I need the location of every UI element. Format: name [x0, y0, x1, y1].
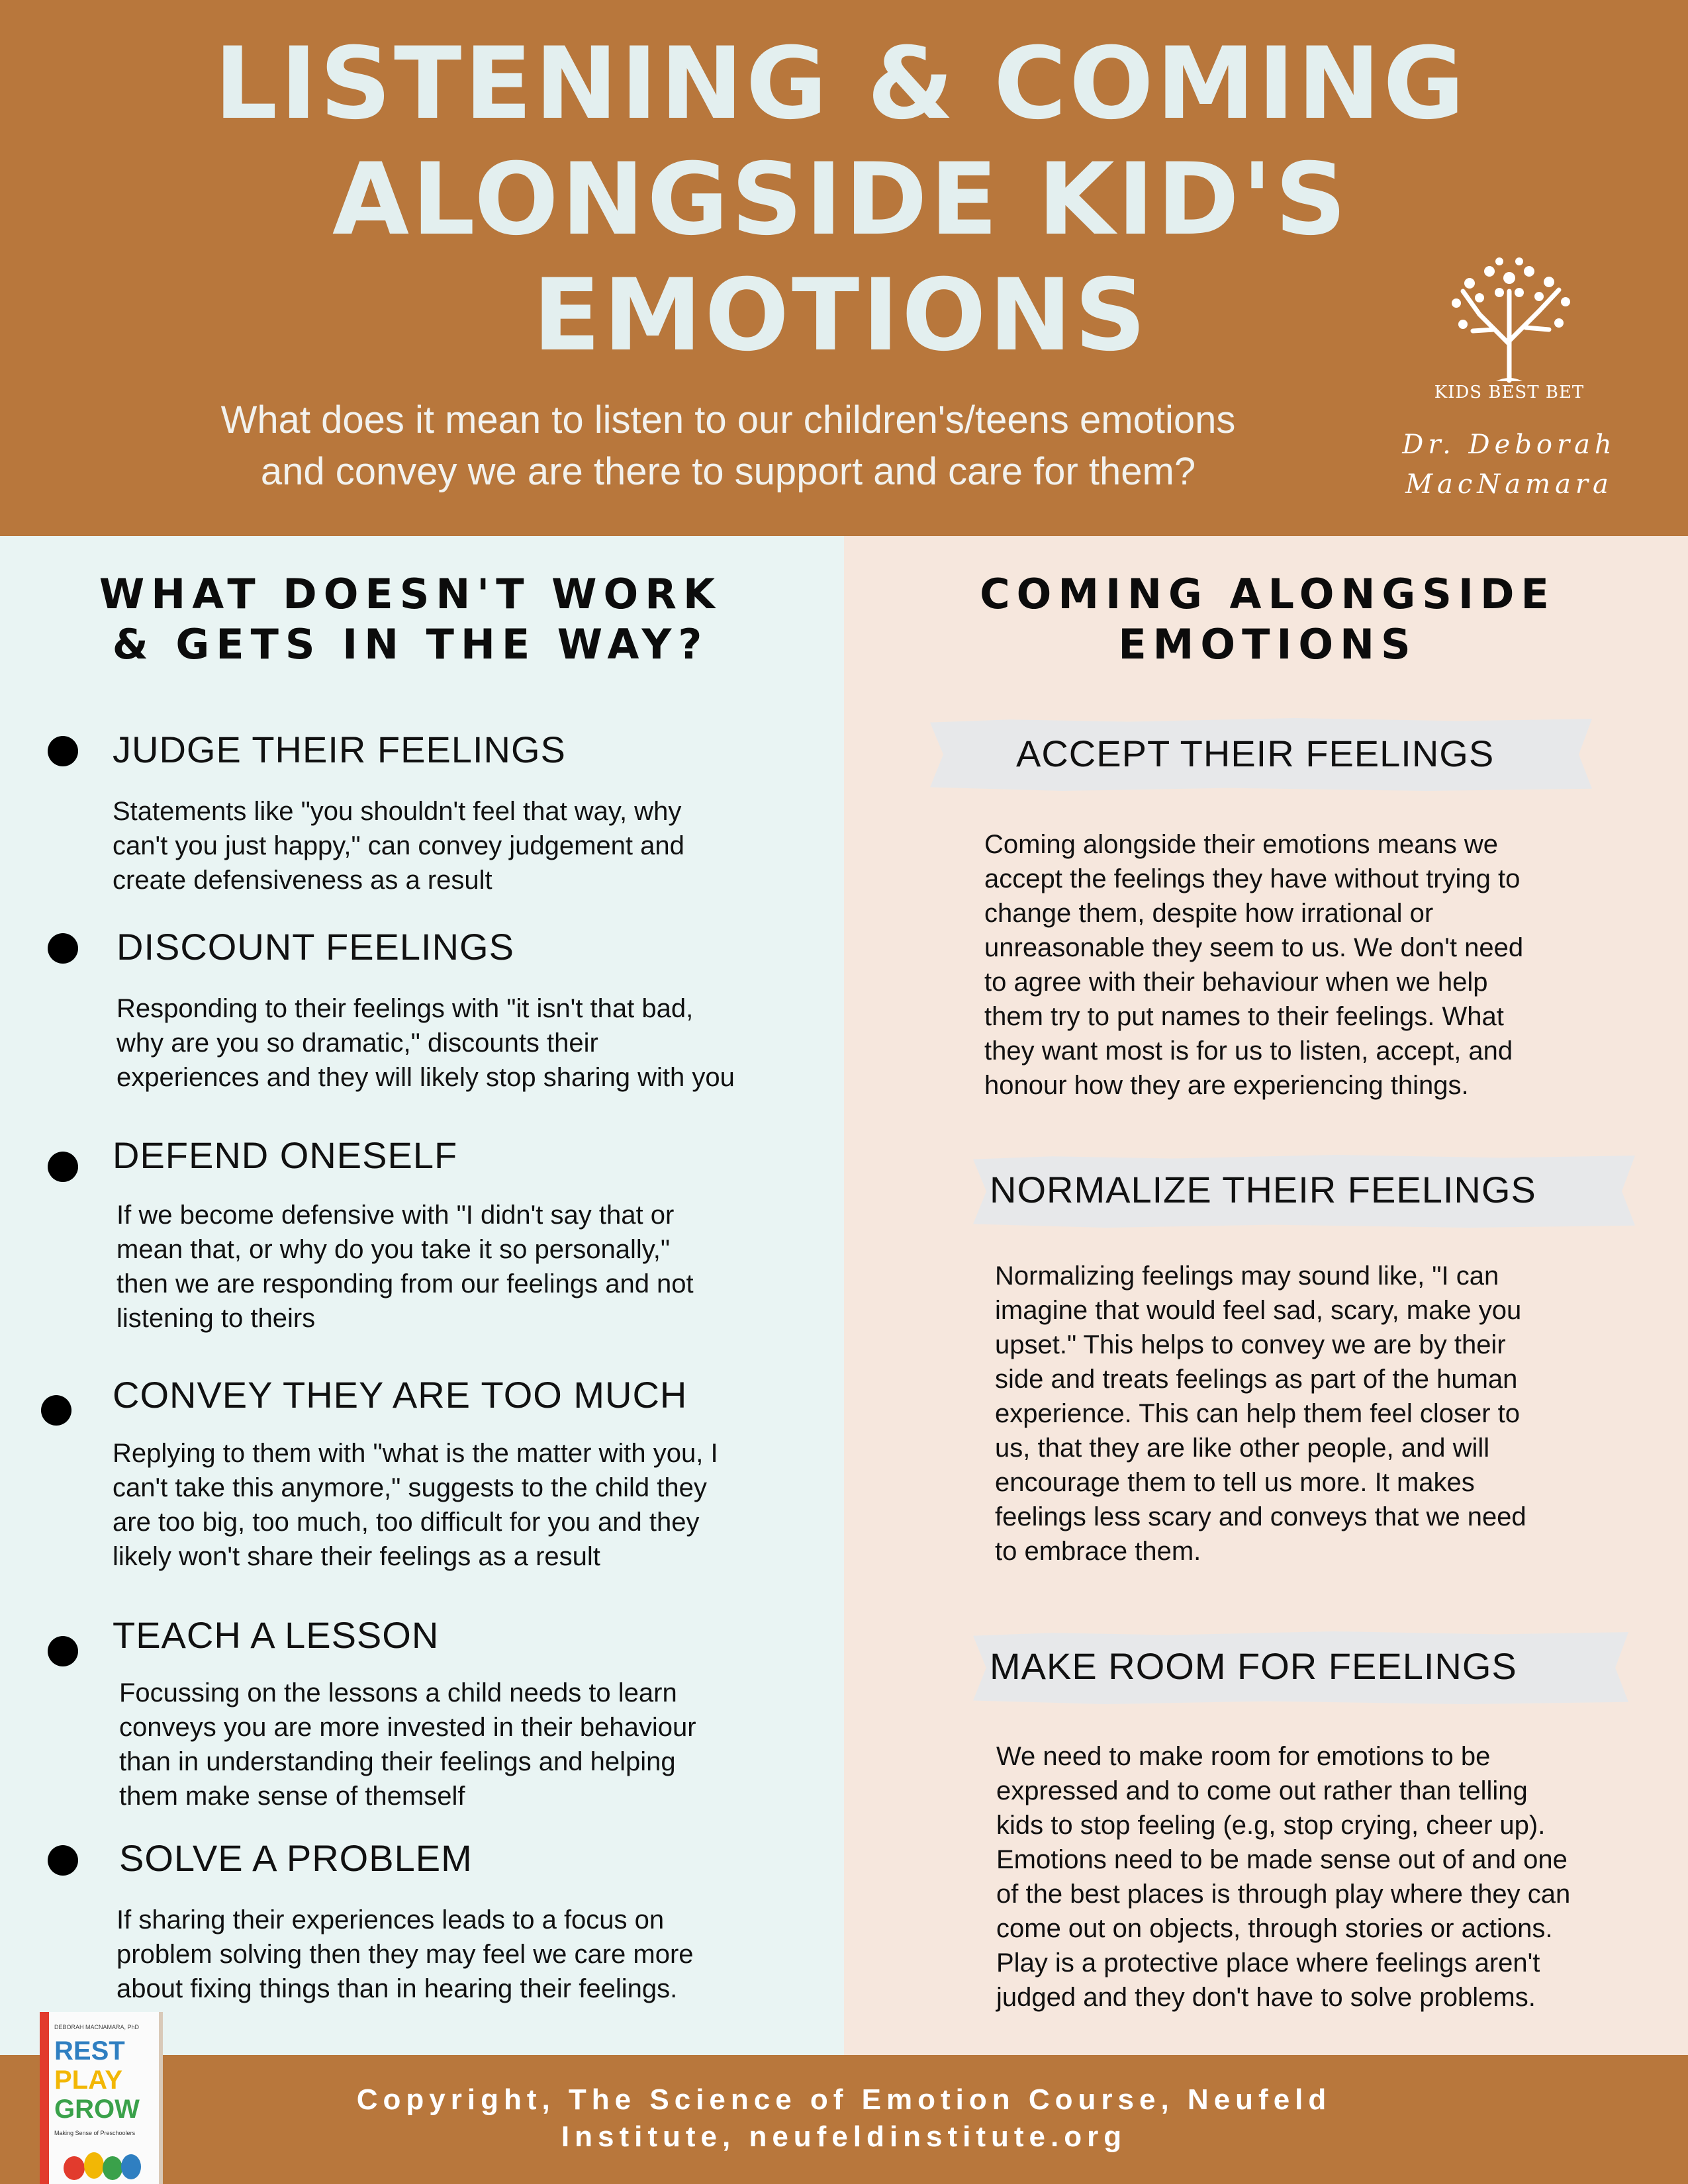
body-line: side and treats feelings as part of the human	[995, 1365, 1518, 1394]
body-line: problem solving then they may feel we care more	[117, 1940, 694, 1969]
book-spine	[40, 2012, 49, 2184]
body-line: feelings less scary and conveys that we need	[995, 1502, 1526, 1531]
body-line: us, that they are like other people, and will	[995, 1433, 1490, 1463]
body-line: imagine that would feel sad, scary, make you	[995, 1296, 1522, 1325]
item-title: DISCOUNT FEELINGS	[117, 926, 514, 968]
body-line: unreasonable they seem to us. We don't need	[984, 933, 1524, 962]
subtitle-line-2: and convey we are there to support and care for them?	[260, 450, 1196, 493]
item-body	[117, 991, 735, 1095]
body-line: expressed and to come out rather than telling	[996, 1776, 1528, 1805]
body-line: Focussing on the lessons a child needs to learn	[119, 1678, 677, 1707]
body-line: likely won't share their feelings as a result	[113, 1542, 600, 1571]
book-word-grow: GROW	[54, 2095, 140, 2124]
bullet-icon	[48, 736, 78, 766]
body-line: can't take this anymore," suggests to the child they	[113, 1473, 707, 1502]
book-word-play: PLAY	[54, 2066, 123, 2095]
item-title: SOLVE A PROBLEM	[119, 1837, 473, 1879]
item-title: NORMALIZE THEIR FEELINGS	[990, 1169, 1536, 1210]
body-line: Replying to them with "what is the matter with you, I	[113, 1439, 718, 1468]
tree-of-people-icon	[1433, 251, 1585, 384]
item-body	[119, 1676, 696, 1813]
body-line: come out on objects, through stories or actions.	[996, 1914, 1553, 1943]
body-line: can't you just happy," can convey judgement and	[113, 831, 684, 860]
footer-line-2: Institute, neufeldinstitute.org	[561, 2120, 1127, 2153]
item-body	[117, 1198, 694, 1336]
body-line: experiences and they will likely stop sharing with you	[117, 1063, 735, 1092]
header-banner	[0, 0, 1688, 536]
brand-author-line-2: MacNamara	[1405, 469, 1613, 500]
page-subtitle	[99, 394, 1357, 498]
body-line: of the best places is through play where they can	[996, 1880, 1571, 1909]
book-author: DEBORAH MACNAMARA, PhD	[54, 2024, 140, 2030]
bullet-icon	[48, 1845, 78, 1876]
body-line: Responding to their feelings with "it isn't that bad,	[117, 994, 694, 1023]
item-title: TEACH A LESSON	[113, 1614, 440, 1656]
brand-logo	[1397, 238, 1622, 516]
body-line: than in understanding their feelings and helping	[119, 1747, 676, 1776]
item-title: JUDGE THEIR FEELINGS	[113, 729, 566, 770]
body-line: judged and they don't have to solve problems.	[996, 1983, 1536, 2012]
left-heading-line-2: & GETS IN THE WAY?	[112, 620, 709, 668]
footer-banner	[0, 2055, 1688, 2184]
handprints-icon	[60, 2143, 146, 2181]
body-line: If we become defensive with "I didn't say that or	[117, 1201, 675, 1230]
item-title: CONVEY THEY ARE TOO MUCH	[113, 1374, 688, 1416]
item-body	[113, 794, 684, 897]
book-subtitle: Making Sense of Preschoolers	[54, 2130, 136, 2136]
body-line: about fixing things than in hearing their feelings.	[117, 1974, 678, 2003]
body-line: upset." This helps to convey we are by their	[995, 1330, 1506, 1359]
body-line: honour how they are experiencing things.	[984, 1071, 1469, 1100]
item-title: ACCEPT THEIR FEELINGS	[1016, 733, 1495, 774]
item-body	[117, 1903, 694, 2006]
body-line: We need to make room for emotions to be	[996, 1742, 1491, 1771]
body-line: they want most is for us to listen, accept, and	[984, 1036, 1513, 1066]
left-heading-line-1: WHAT DOESN'T WORK	[99, 570, 722, 618]
bullet-icon	[41, 1395, 71, 1426]
body-line: them try to put names to their feelings. What	[984, 1002, 1504, 1031]
body-line: listening to theirs	[117, 1304, 316, 1333]
brand-author	[1397, 425, 1622, 504]
bullet-icon	[48, 933, 78, 964]
bullet-icon	[48, 1636, 78, 1666]
body-line: accept the feelings they have without trying to	[984, 864, 1521, 893]
subtitle-line-1: What does it mean to listen to our children's/teens emotions	[220, 398, 1236, 441]
brand-author-line-1: Dr. Deborah	[1402, 430, 1617, 460]
right-panel	[844, 536, 1688, 2055]
page-title	[106, 26, 1575, 374]
item-body	[113, 1436, 718, 1574]
book-cover-image	[40, 2012, 159, 2184]
title-line-3: EMOTIONS	[532, 258, 1149, 373]
body-line: If sharing their experiences leads to a focus on	[117, 1905, 665, 1934]
body-line: Statements like "you shouldn't feel that way, why	[113, 797, 682, 826]
left-panel	[0, 536, 844, 2055]
body-line: then we are responding from our feelings and not	[117, 1269, 694, 1298]
left-column-heading	[40, 569, 781, 670]
bullet-icon	[48, 1152, 78, 1182]
body-line: conveys you are more invested in their behaviour	[119, 1713, 696, 1742]
item-title: MAKE ROOM FOR FEELINGS	[990, 1645, 1517, 1687]
item-title: DEFEND ONESELF	[113, 1134, 458, 1176]
body-line: mean that, or why do you take it so personally,"	[117, 1235, 671, 1264]
right-heading-line-2: EMOTIONS	[1118, 620, 1417, 668]
body-line: Emotions need to be made sense out of and one	[996, 1845, 1568, 1874]
body-line: encourage them to tell us more. It makes	[995, 1468, 1475, 1497]
item-body	[996, 1739, 1570, 2015]
body-line: Normalizing feelings may sound like, "I can	[995, 1261, 1499, 1291]
body-line: experience. This can help them feel closer to	[995, 1399, 1521, 1428]
body-line: why are you so dramatic," discounts their	[117, 1028, 598, 1058]
footer-line-1: Copyright, The Science of Emotion Course, Neufeld	[356, 2083, 1332, 2116]
title-line-1: LISTENING & COMING	[214, 26, 1468, 142]
title-line-2: ALONGSIDE KID'S	[332, 142, 1350, 257]
body-line: kids to stop feeling (e.g, stop crying, cheer up).	[996, 1811, 1546, 1840]
body-line: create defensiveness as a result	[113, 866, 492, 895]
book-word-rest: REST	[54, 2036, 125, 2066]
right-column-heading	[870, 569, 1665, 670]
body-line: are too big, too much, too difficult for you and they	[113, 1508, 700, 1537]
body-line: Coming alongside their emotions means we	[984, 830, 1498, 859]
brand-name: KIDS BEST BET	[1434, 383, 1585, 402]
item-body	[995, 1259, 1526, 1569]
body-line: change them, despite how irrational or	[984, 899, 1434, 928]
body-line: to agree with their behaviour when we help	[984, 968, 1488, 997]
body-line: them make sense of themself	[119, 1782, 465, 1811]
right-heading-line-1: COMING ALONGSIDE	[980, 570, 1556, 618]
copyright-text	[199, 2081, 1489, 2156]
body-line: to embrace them.	[995, 1537, 1201, 1566]
item-body	[984, 827, 1523, 1103]
body-line: Play is a protective place where feelings aren't	[996, 1948, 1540, 1978]
